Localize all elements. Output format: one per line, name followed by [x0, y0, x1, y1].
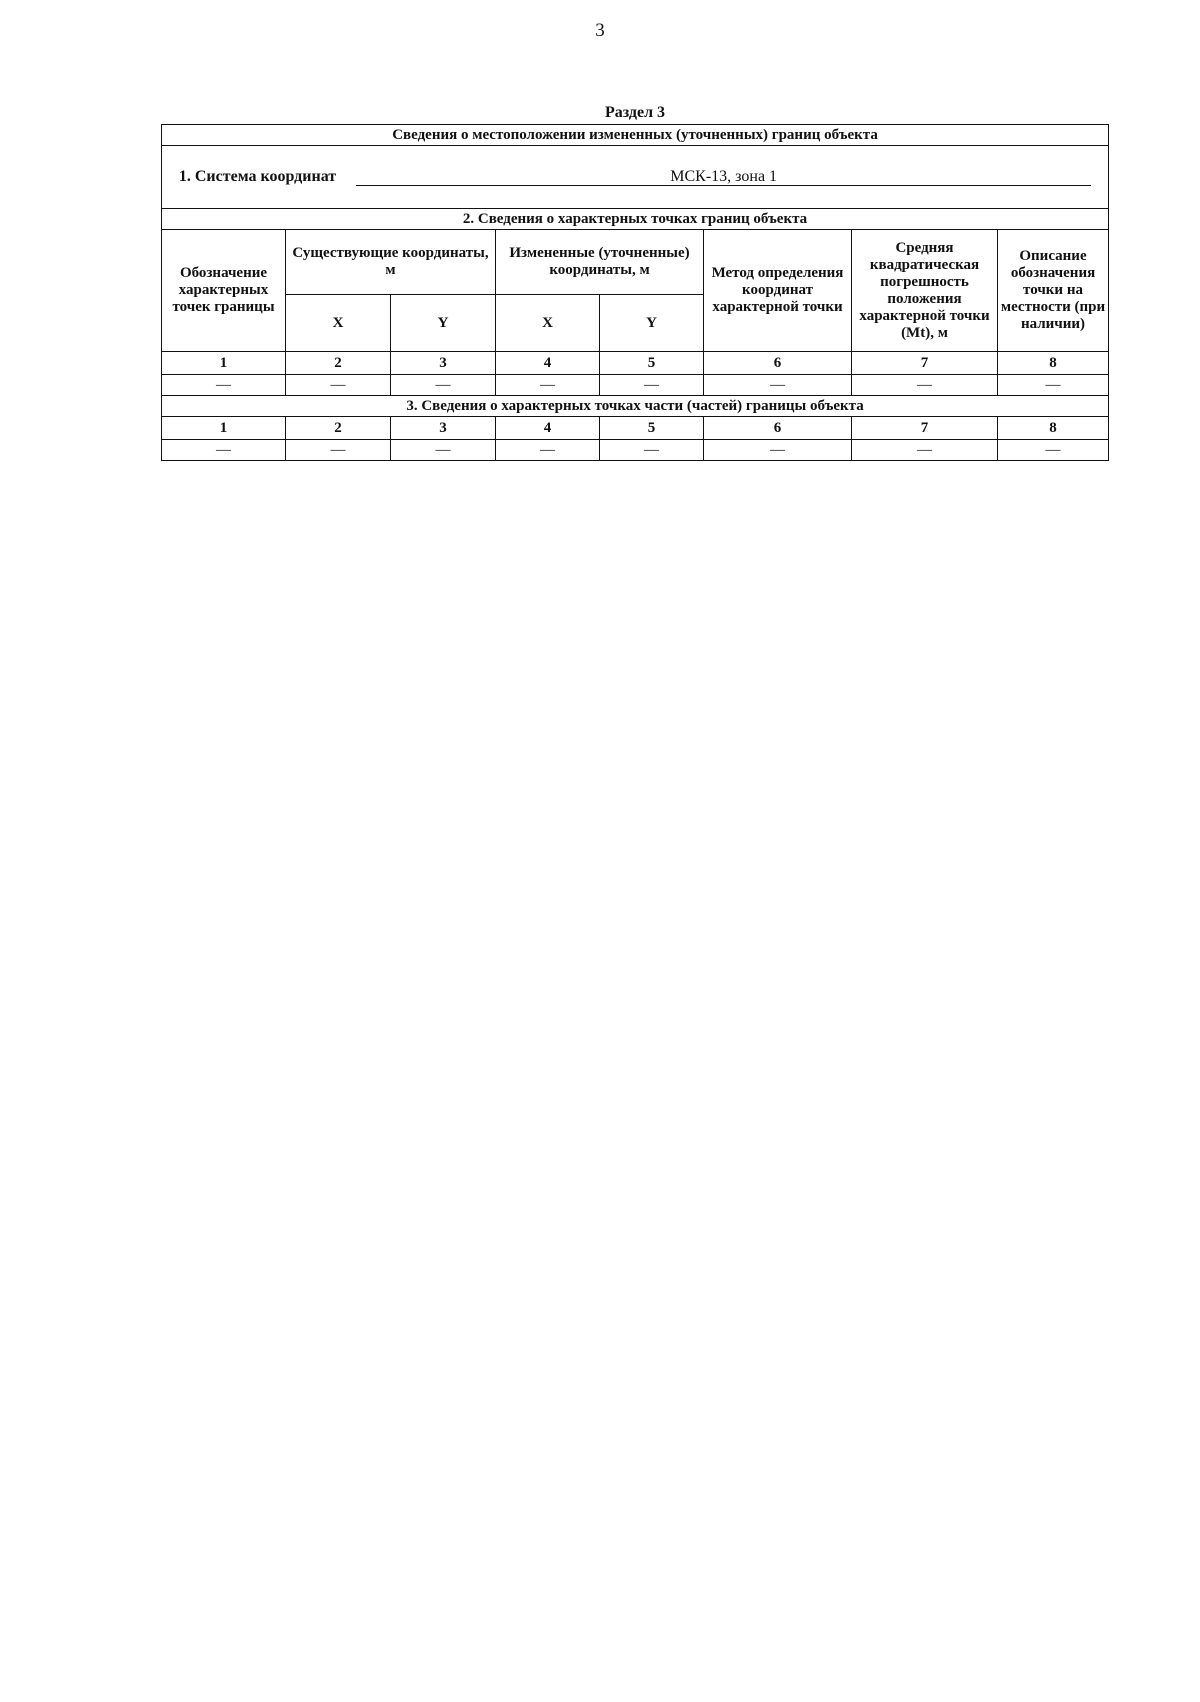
table-cell: — [852, 375, 998, 396]
section-subtitle: Сведения о местоположении измененных (уточненных) границ объекта [162, 125, 1109, 146]
column-number: 8 [998, 352, 1109, 375]
table-cell: — [852, 440, 998, 461]
table-cell: — [286, 440, 391, 461]
header-existing-y: Y [391, 295, 496, 352]
header-accuracy: Средняя квадратическая погрешность положения характерной точки (Mt), м [852, 230, 998, 352]
column-number: 8 [998, 417, 1109, 440]
table-cell: — [496, 375, 600, 396]
header-changed-y: Y [600, 295, 704, 352]
header-changed-x: X [496, 295, 600, 352]
table-cell: — [162, 440, 286, 461]
table-cell: — [286, 375, 391, 396]
table-cell: — [600, 440, 704, 461]
table-cell: — [704, 375, 852, 396]
table-cell: — [162, 375, 286, 396]
column-number: 2 [286, 352, 391, 375]
column-number: 1 [162, 352, 286, 375]
header-point-designation: Обозначение характерных точек границы [162, 230, 286, 352]
coordinate-system-value: МСК-13, зона 1 [356, 168, 1091, 186]
table-cell: — [391, 375, 496, 396]
column-number: 5 [600, 417, 704, 440]
table-cell: — [998, 440, 1109, 461]
header-existing-coords: Существующие координаты, м [286, 230, 496, 295]
header-method: Метод определения координат характерной точки [704, 230, 852, 352]
table-cell: — [704, 440, 852, 461]
header-description: Описание обозначения точки на местности (при наличии) [998, 230, 1109, 352]
section-title: Раздел 3 [604, 104, 666, 121]
part3-title: 3. Сведения о характерных точках части (частей) границы объекта [162, 396, 1109, 417]
column-number: 1 [162, 417, 286, 440]
boundary-points-table [161, 124, 1109, 461]
column-number: 7 [852, 352, 998, 375]
column-number: 7 [852, 417, 998, 440]
part2-title: 2. Сведения о характерных точках границ объекта [162, 209, 1109, 230]
column-number: 2 [286, 417, 391, 440]
column-number: 3 [391, 352, 496, 375]
header-existing-x: X [286, 295, 391, 352]
table-cell: — [391, 440, 496, 461]
column-number: 3 [391, 417, 496, 440]
table-cell: — [600, 375, 704, 396]
coordinate-system-label: 1. Система координат [178, 168, 337, 185]
column-number: 4 [496, 352, 600, 375]
column-number: 4 [496, 417, 600, 440]
header-changed-coords: Измененные (уточненные) координаты, м [496, 230, 704, 295]
column-number: 6 [704, 352, 852, 375]
table-cell: — [998, 375, 1109, 396]
column-number: 5 [600, 352, 704, 375]
column-number: 6 [704, 417, 852, 440]
coordinate-system-row [162, 146, 1109, 209]
page-number: 3 [595, 20, 605, 41]
table-cell: — [496, 440, 600, 461]
